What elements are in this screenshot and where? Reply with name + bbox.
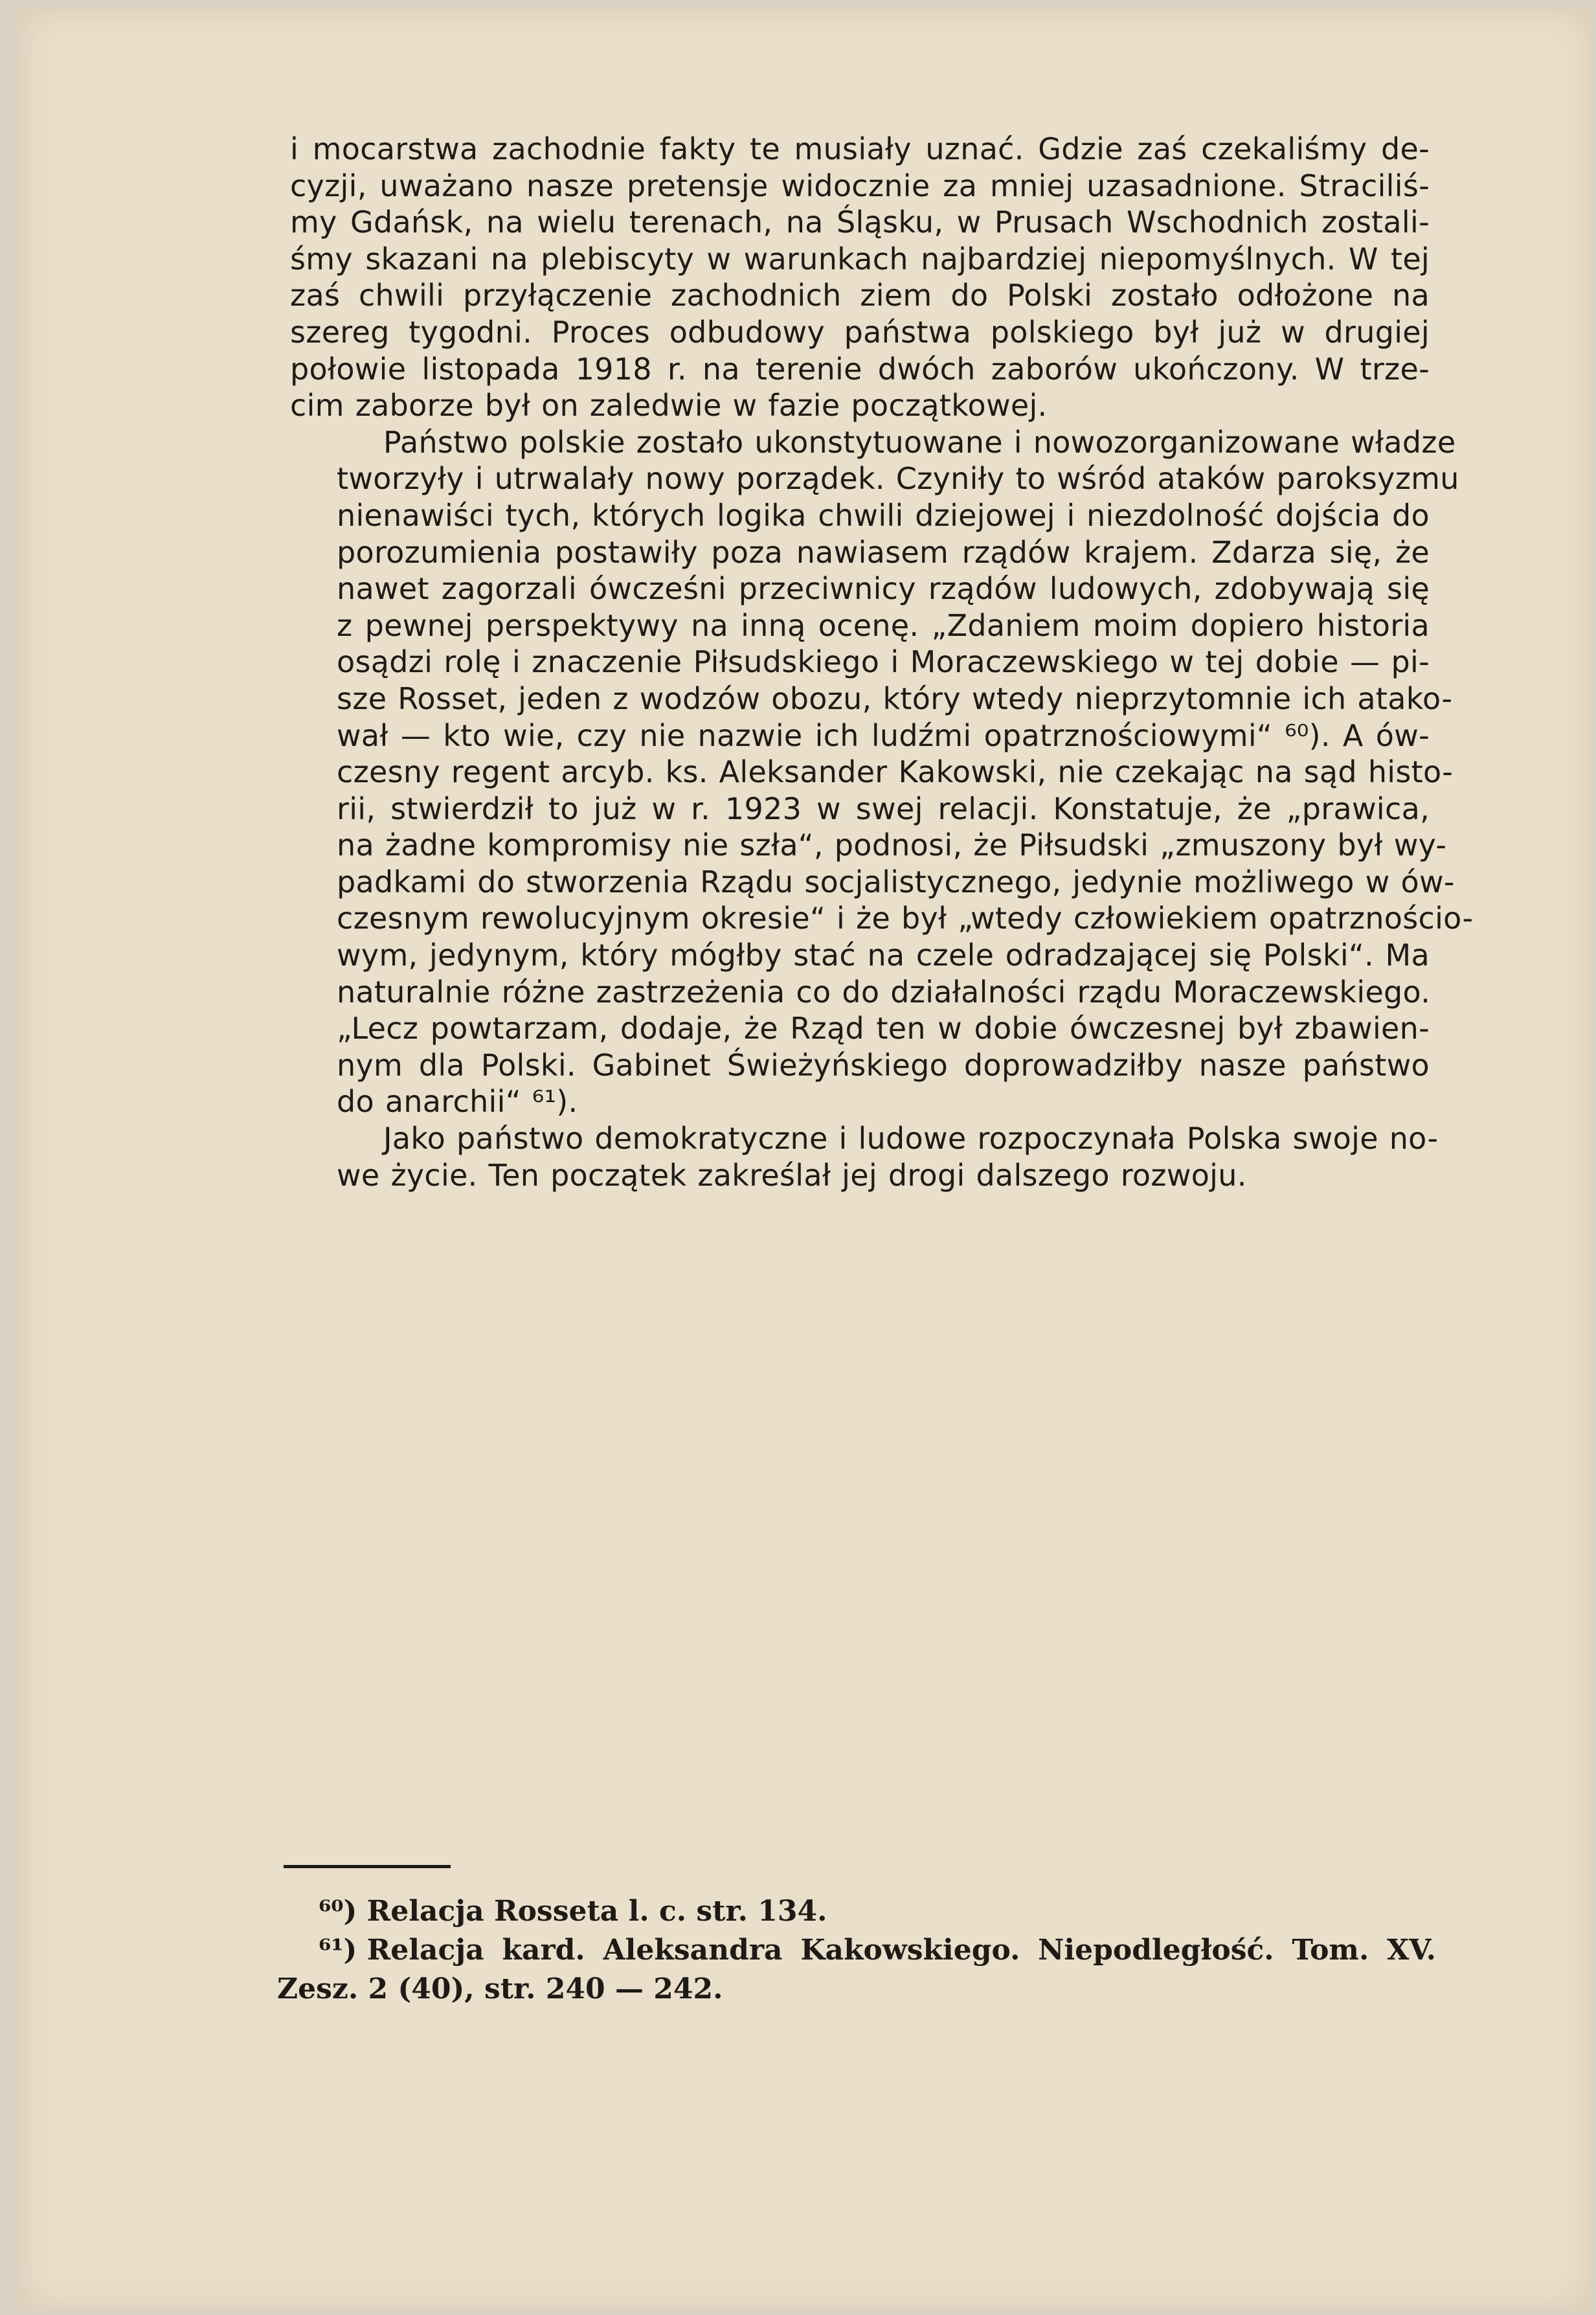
text-line: cim zaborze był on zaledwie w fazie początkowej. — [290, 388, 1048, 423]
text-line: rii, stwierdził to już w r. 1923 w swej relacji. Konstatuje, że „prawica, — [337, 791, 1430, 826]
text-line: szereg tygodni. Proces odbudowy państwa polskiego był już w drugiej — [290, 314, 1430, 350]
footnote-61-word: ⁶¹) Relacja — [319, 1934, 484, 1967]
text-line: we życie. Ten początek zakreślał jej drogi dalszego rozwoju. — [337, 1157, 1247, 1193]
text-line: z pewnej perspektywy na inną ocenę. „Zdaniem moim dopiero historia — [337, 607, 1430, 643]
text-line: osądzi rolę i znaczenie Piłsudskiego i Moraczewskiego w tej dobie — pi- — [337, 644, 1430, 680]
text-line: wym, jedynym, który mógłby stać na czele odradzającej się Polski“. Ma — [337, 938, 1430, 973]
text-line: do anarchii“ ⁶¹). — [337, 1084, 578, 1120]
text-line: wał — kto wie, czy nie nazwie ich ludźmi opatrznościowymi“ ⁶⁰). A ów- — [337, 717, 1430, 753]
text-line: i mocarstwa zachodnie fakty te musiały uznać. Gdzie zaś czekaliśmy de- — [290, 131, 1430, 166]
text-line: padkami do stworzenia Rządu socjalistycznego, jedynie możliwego w ów- — [337, 864, 1455, 899]
paragraph — [290, 424, 1474, 1120]
text-line: my Gdańsk, na wielu terenach, na Śląsku, w Prusach Wschodnich zostali- — [290, 205, 1430, 240]
text-line: zaś chwili przyłączenie zachodnich ziem do Polski zostało odłożone na — [290, 278, 1430, 313]
main-text — [290, 131, 1474, 1193]
footnote-61-word: XV. — [1387, 1934, 1436, 1967]
text-line: naturalnie różne zastrzeżenia co do działalności rządu Moraczewskiego. — [337, 974, 1431, 1010]
text-line: porozumienia postawiły poza nawiasem rządów krajem. Zdarza się, że — [337, 534, 1430, 570]
text-line: Jako państwo demokratyczne i ludowe rozpoczynała Polska swoje no- — [383, 1121, 1439, 1157]
text-line: cyzji, uważano nasze pretensje widocznie za mniej uzasadnione. Straciliś- — [290, 168, 1430, 203]
text-line: tworzyły i utrwalały nowy porządek. Czyniły to wśród ataków paroksyzmu — [337, 461, 1459, 497]
footnote-61-continuation: Zesz. 2 (40), str. 240 — 242. — [277, 1972, 723, 2005]
book-page — [18, 8, 1593, 2310]
text-line: śmy skazani na plebiscyty w warunkach najbardziej niepomyślnych. W tej — [290, 241, 1430, 277]
footnote-61-word: Aleksandra — [603, 1934, 783, 1967]
footnote-61-word: Niepodległość. — [1038, 1934, 1274, 1967]
footnote-61-word: kard. — [502, 1934, 585, 1967]
text-line: połowie listopada 1918 r. na terenie dwóch zaborów ukończony. W trze- — [290, 351, 1430, 387]
text-line: nawet zagorzali ówcześni przeciwnicy rządów ludowych, zdobywają się — [337, 571, 1430, 607]
footnote-60: ⁶⁰) Relacja Rosseta l. c. str. 134. — [319, 1895, 827, 1928]
text-line: „Lecz powtarzam, dodaje, że Rząd ten w dobie ówczesnej był zbawien- — [337, 1011, 1430, 1046]
text-line: na żadne kompromisy nie szła“, podnosi, że Piłsudski „zmuszony był wy- — [337, 828, 1447, 863]
footnote-61 — [277, 1931, 1436, 1970]
footnotes — [277, 1892, 1436, 2009]
text-line: nym dla Polski. Gabinet Świeżyńskiego doprowadziłby nasze państwo — [337, 1047, 1430, 1083]
text-line: sze Rosset, jeden z wodzów obozu, który wtedy nieprzytomnie ich atako- — [337, 681, 1453, 716]
text-line: Państwo polskie zostało ukonstytuowane i nowozorganizowane władze — [383, 424, 1456, 460]
footnote-61-word: Tom. — [1292, 1934, 1369, 1967]
footnote-separator — [284, 1865, 451, 1868]
paragraph — [290, 1120, 1439, 1193]
text-line: czesnym rewolucyjnym okresie“ i że był „wtedy człowiekiem opatrznościo- — [337, 901, 1474, 936]
text-line: nienawiści tych, których logika chwili dziejowej i niezdolność dojścia do — [337, 497, 1430, 533]
text-line: czesny regent arcyb. ks. Aleksander Kakowski, nie czekając na sąd histo- — [337, 754, 1454, 790]
footnote-61-word: Kakowskiego. — [800, 1934, 1020, 1967]
paragraph — [290, 131, 1430, 424]
